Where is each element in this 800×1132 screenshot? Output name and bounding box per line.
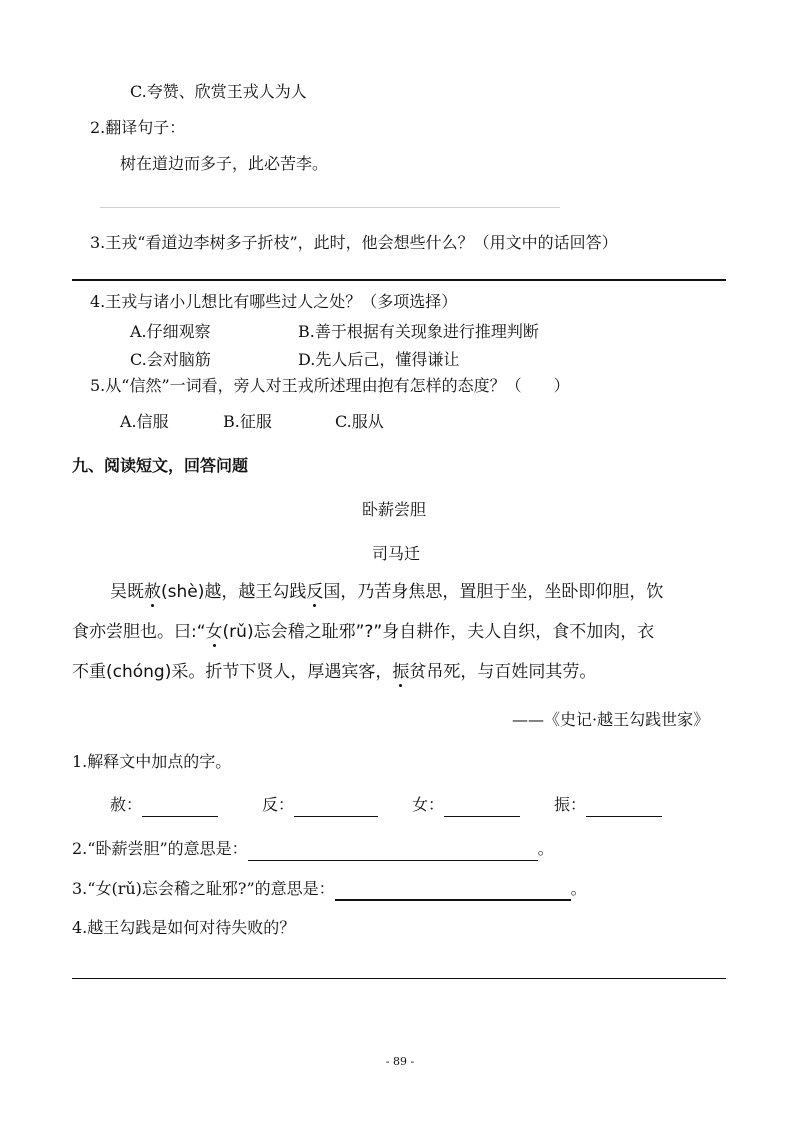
passage-line-3: 不重(chóng)采。折节下贤人，厚遇宾客，振贫吊死，与百姓同其劳。 [72,662,597,682]
dotted-char-nv: 女 [205,622,223,642]
subq2-text: 2.“卧薪尝胆”的意思是： 。 [72,837,554,861]
subq1-nv: 女： [412,793,520,817]
blank-nv[interactable] [444,798,520,817]
passage-source: ——《史记·越王勾践世家》 [512,710,710,729]
dotted-char-zhen: 振 [392,662,410,682]
section-heading: 九、阅读短文，回答问题 [72,456,249,475]
subq1-text: 1.解释文中加点的字。 [72,752,232,771]
answer-line-q2 [100,207,560,208]
blank-fan[interactable] [294,798,378,817]
q4-option-a: A.仔细观察 [130,322,211,341]
blank-zhen[interactable] [586,798,662,817]
subq3-text: 3.“女(rǔ)忘会稽之耻邪?”的意思是： 。 [72,877,587,901]
q4-option-b: B.善于根据有关现象进行推理判断 [298,322,539,341]
passage-author: 司马迁 [372,544,421,563]
subq1-fan: 反： [262,793,378,817]
answer-line-q3 [72,279,726,281]
page-number: - 89 - [385,1055,415,1068]
passage-line-2: 食亦尝胆也。曰:“女(rǔ)忘会稽之耻邪”?”身自耕作，夫人自织，食不加肉，衣 [72,622,655,642]
q5-option-a: A.信服 [120,412,169,431]
passage-title: 卧薪尝胆 [362,500,427,519]
subq4-text: 4.越王勾践是如何对待失败的？ [72,918,296,937]
q5-option-b: B.征服 [223,412,272,431]
answer-line-subq4 [72,978,726,979]
option-c-text: C.夸赞、欣赏王戎人为人 [130,82,307,101]
q4-option-d: D.先人后己，懂得谦让 [298,350,460,369]
blank-sq2[interactable] [248,842,538,861]
q4-option-c: C.会对脑筋 [130,350,211,369]
blank-she[interactable] [142,798,218,817]
q2-label: 2.翻译句子： [90,118,186,137]
dotted-char-fan: 反 [306,582,324,602]
dotted-char-she: 赦 [144,582,161,602]
passage-line-1: 吴既赦(shè)越，越王勾践反国，乃苦身焦思，置胆于坐，坐卧即仰胆，饮 [110,582,664,602]
q4-text: 4.王戎与诸小儿想比有哪些过人之处？（多项选择） [90,292,458,311]
q3-text: 3.王戎“看道边李树多子折枝”，此时，他会想些什么？（用文中的话回答） [90,233,618,252]
q2-sentence: 树在道边而多子，此必苦李。 [120,154,329,173]
q5-option-c: C.服从 [335,412,384,431]
blank-sq3[interactable] [335,881,571,901]
q5-text: 5.从“信然”一词看，旁人对王戎所述理由抱有怎样的态度？（ ） [90,376,570,395]
subq1-zhen: 振： [554,793,662,817]
subq1-she: 赦： [110,793,218,817]
